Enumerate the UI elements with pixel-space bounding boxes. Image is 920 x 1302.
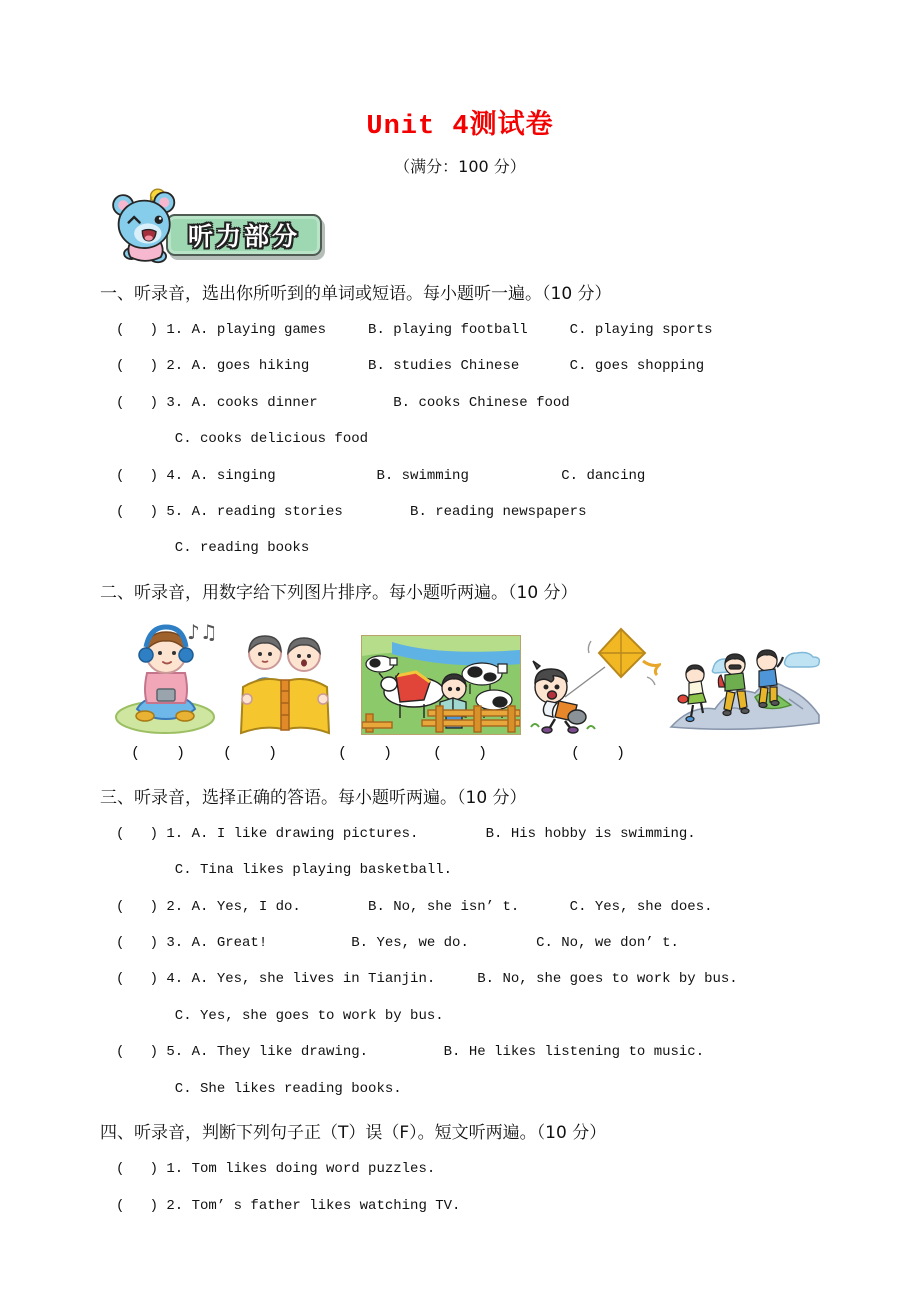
question-line: C. cooks delicious food [116,431,369,448]
listening-part-header [104,188,920,268]
question-line: C. She likes reading books. [116,1080,402,1097]
question-line: ( ) 1. A. I like drawing pictures. B. His hobby is swimming. [116,825,696,842]
section-4-questions [0,1151,920,1224]
section-1-questions [0,312,920,567]
question-line: C. Tina likes playing basketball. [116,862,453,879]
boy-flying-kite-image [525,623,661,735]
section-3-heading: 三、听录音，选择正确的答语。每小题听两遍。（10 分） [100,787,527,808]
picture-ordering-row [115,615,920,735]
answer-slot: ( ) [571,744,626,762]
question-line: ( ) 4. A. singing B. swimming C. dancing [116,467,646,484]
section-4 [0,1115,920,1224]
question-line: ( ) 5. A. They like drawing. B. He likes listening to music. [116,1044,705,1061]
section-3 [0,780,920,1107]
children-reading-book-image [235,629,335,735]
page-title: Unit 4测试卷 [366,112,554,142]
question-line: ( ) 1. A. playing games B. playing football C. playing sports [116,322,713,338]
bear-mascot-icon [104,186,188,270]
section-4-heading: 四、听录音，判断下列句子正（T）误（F）。短文听两遍。（10 分） [100,1123,607,1144]
listening-part-banner [166,214,322,256]
question-line: ( ) 1. Tom likes doing word puzzles. [116,1161,436,1178]
question-line: C. reading books [116,540,310,557]
section-2-heading: 二、听录音，用数字给下列图片排序。每小题听两遍。（10 分） [100,582,578,603]
question-line: ( ) 3. A. cooks dinner B. cooks Chinese food [116,394,570,411]
section-3-questions [0,816,920,1107]
children-hiking-mountains-image [669,639,821,735]
music-note-icon: ♪♫ [187,619,218,644]
section-2 [0,575,920,772]
question-line: ( ) 2. A. goes hiking B. studies Chinese C. goes shopping [116,358,705,375]
section-1-heading: 一、听录音，选出你所听到的单词或短语。每小题听一遍。（10 分） [100,284,612,304]
answer-slot: ( ) [338,744,393,762]
question-line: C. Yes, she goes to work by bus. [116,1007,444,1024]
answer-slot: ( ) [223,744,278,762]
question-line: ( ) 3. A. Great! B. Yes, we do. C. No, we don’ t. [116,935,679,952]
full-score-note: （满分：100 分） [394,157,526,176]
answer-slot: ( ) [433,744,488,762]
section-1 [0,276,920,567]
answer-slots-row [0,735,920,772]
question-line: ( ) 5. A. reading stories B. reading newspapers [116,504,587,521]
boy-listening-to-music-image [115,617,219,735]
kite-icon [588,629,659,685]
listening-part-label: 听力部分 [187,222,300,251]
question-line: ( ) 4. A. Yes, she lives in Tianjin. B. No, she goes to work by bus. [116,971,738,988]
boy-reading-among-cows-image [361,635,521,735]
question-line: ( ) 2. A. Yes, I do. B. No, she isn’ t. C. Yes, she does. [116,898,713,915]
answer-slot: ( ) [131,744,186,762]
question-line: ( ) 2. Tom’ s father likes watching TV. [116,1197,461,1214]
